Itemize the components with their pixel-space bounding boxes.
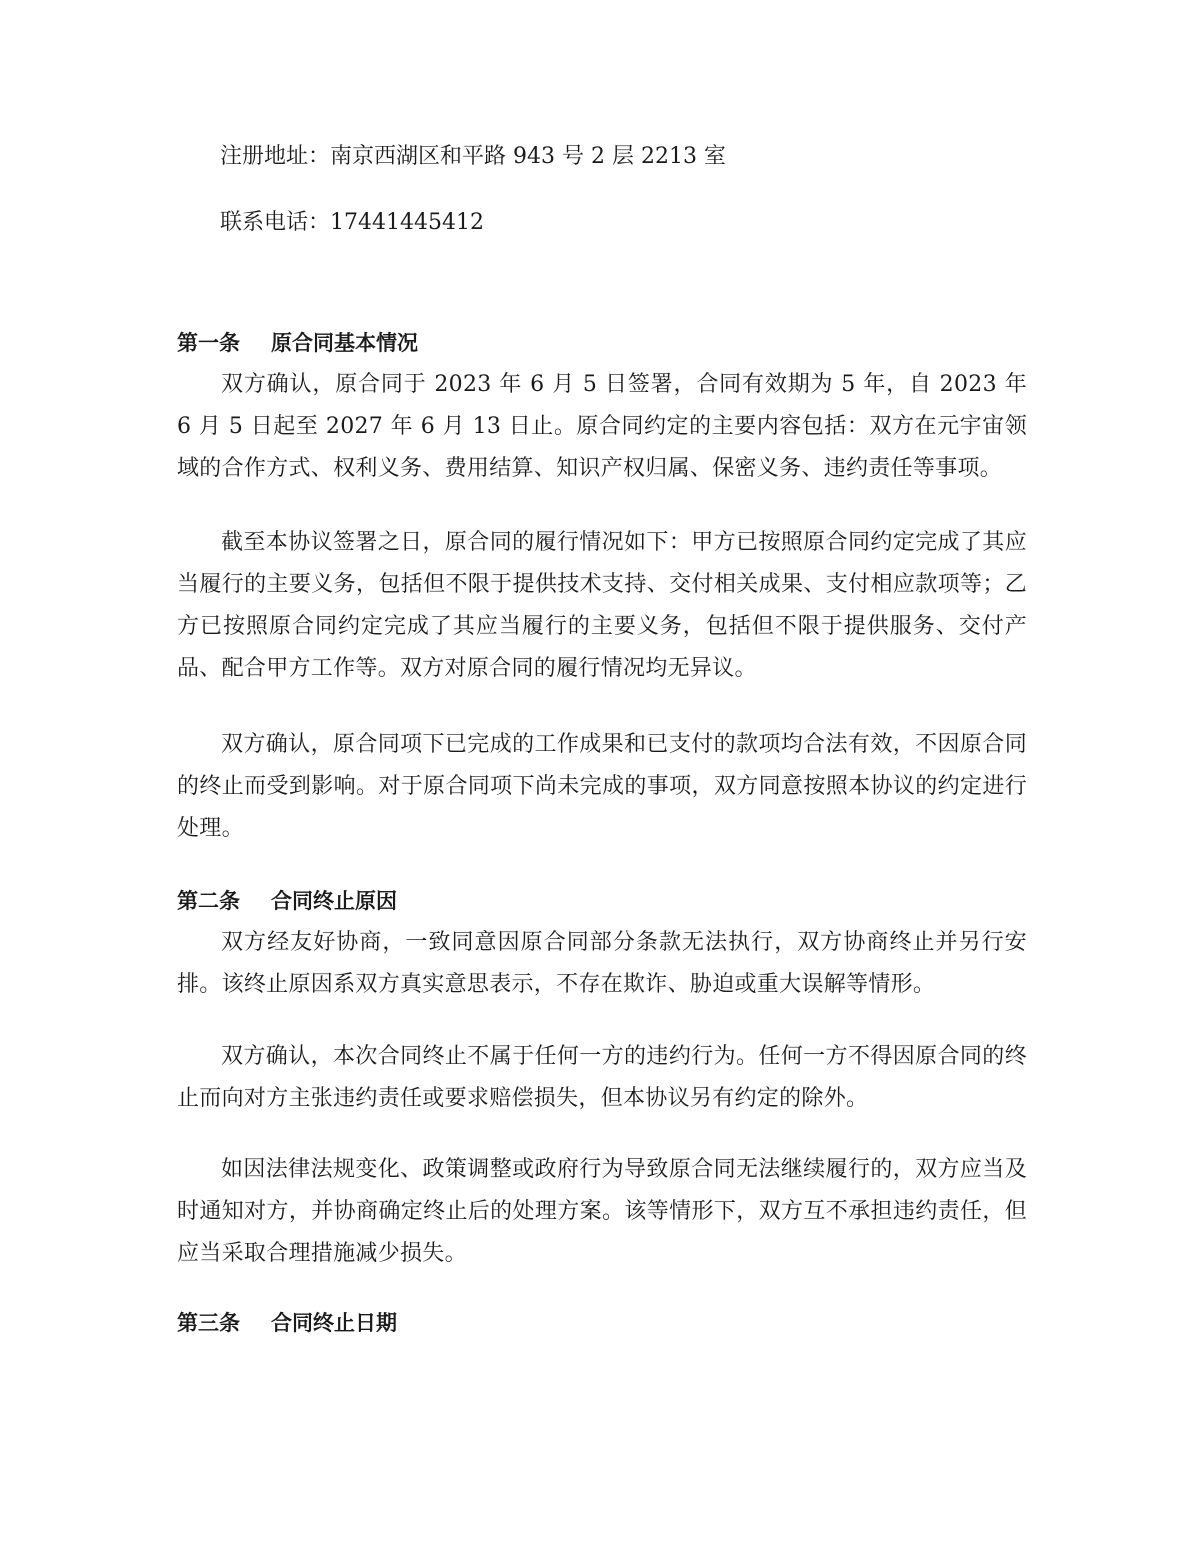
article-1-heading	[177, 328, 418, 358]
article-3-heading	[177, 1308, 397, 1338]
article-2-heading	[177, 886, 397, 916]
article-2-paragraph-1: 双方经友好协商，一致同意因原合同部分条款无法执行，双方协商终止并另行安排。该终止原因系双方真实意思表示，不存在欺诈、胁迫或重大误解等情形。	[177, 930, 1027, 997]
article-2-number: 第二条	[177, 889, 240, 913]
article-2-paragraph-2: 双方确认，本次合同终止不属于任何一方的违约行为。任何一方不得因原合同的终止而向对方主张违约责任或要求赔偿损失，但本协议另有约定的除外。	[177, 1044, 1027, 1111]
article-2-title: 合同终止原因	[271, 889, 397, 913]
article-2-paragraph-3: 如因法律法规变化、政策调整或政府行为导致原合同无法继续履行的，双方应当及时通知对方，并协商确定终止后的处理方案。该等情形下，双方互不承担违约责任，但应当采取合理措施减少损失。	[177, 1157, 1027, 1266]
article-1-number: 第一条	[177, 331, 240, 355]
registered-address: 注册地址：南京西湖区和平路 943 号 2 层 2213 室	[220, 144, 726, 169]
article-1-title: 原合同基本情况	[271, 331, 418, 355]
article-1-paragraph-3: 双方确认，原合同项下已完成的工作成果和已支付的款项均合法有效，不因原合同的终止而受到影响。对于原合同项下尚未完成的事项，双方同意按照本协议的约定进行处理。	[177, 732, 1027, 841]
article-3-title: 合同终止日期	[271, 1311, 397, 1335]
article-1-paragraph-2: 截至本协议签署之日，原合同的履行情况如下：甲方已按照原合同约定完成了其应当履行的主要义务，包括但不限于提供技术支持、交付相关成果、支付相应款项等；乙方已按照原合同约定完成了其应当履行的主要义务，包括但不限于提供服务、交付产品、配合甲方工作等。双方对原合同的履行情况均无异议。	[177, 530, 1027, 681]
article-3-number: 第三条	[177, 1311, 240, 1335]
article-1-paragraph-1: 双方确认，原合同于 2023 年 6 月 5 日签署，合同有效期为 5 年，自 2023 年 6 月 5 日起至 2027 年 6 月 13 日止。原合同约定的主要内容包括：双方在元宇宙领域的合作方式、权利义务、费用结算、知识产权归属、保密义务、违约责任等事项。	[177, 372, 1027, 481]
contact-phone: 联系电话：17441445412	[220, 210, 484, 235]
